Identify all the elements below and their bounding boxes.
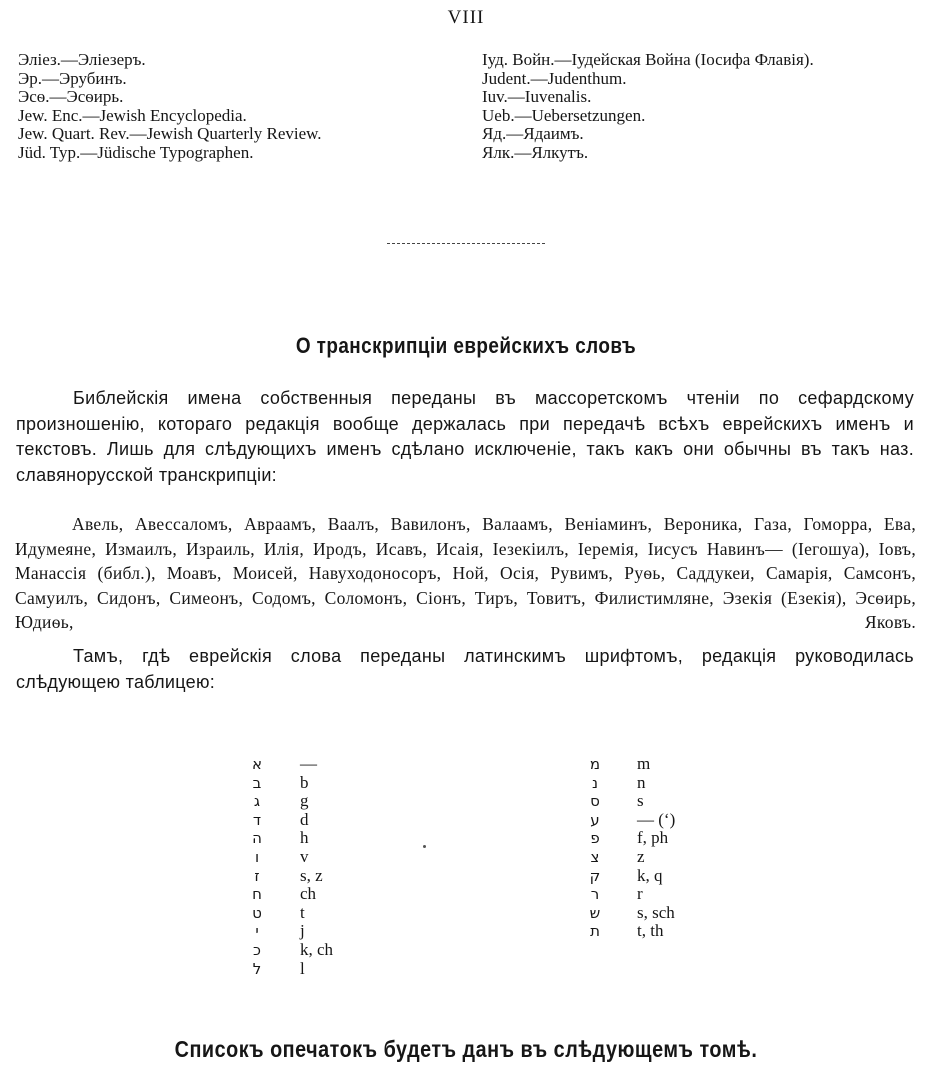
latin-transliteration: — xyxy=(300,754,317,773)
latin-transliteration: m xyxy=(637,754,651,773)
latin-transliteration: f, ph xyxy=(637,828,669,848)
hebrew-letter: ו xyxy=(254,848,260,866)
hebrew-letter: ג xyxy=(253,792,261,811)
latin-transliteration: s xyxy=(637,791,644,811)
page-number: VIII xyxy=(447,7,485,28)
abbreviation-entry: Яд.—Ядаимъ. xyxy=(482,124,584,144)
hebrew-letter: ש xyxy=(589,903,601,922)
abbreviation-entry: Judent.—Judenthum. xyxy=(482,68,627,88)
latin-transliteration: b xyxy=(300,772,309,792)
latin-transliteration: s, sch xyxy=(637,902,675,922)
abbreviation-entry: Iuv.—Iuvenalis. xyxy=(482,87,592,107)
abbreviation-entry: Ueb.—Uebersetzungen. xyxy=(482,105,646,125)
names-list-paragraph: Авель, Авессаломъ, Авраамъ, Ваалъ, Вавилонъ, Валаамъ, Веніаминъ, Вероника, Газа, Гоморра, Ева, Идумеяне, Измаилъ, Израиль, Илія, Иродъ, Исавъ, Исаія, Іезекіилъ, Іеремія, Іисусъ Навинъ— (Іегошуа), Іовъ, Манассія (библ.), Моавъ, Моисей, Навуходоносоръ, Ной, Осія, Рувимъ, Руѳь, Саддукеи, Самарія, Самсонъ, Самуилъ, Сидонъ, Симеонъ, Содомъ, Соломонъ, Сіонъ, Тиръ, Товитъ, Филистимляне, Эзекія (Езекія), Эсѳирь, Юдиѳь, Яковъ. xyxy=(15,514,916,632)
hebrew-letter: ק xyxy=(589,866,601,885)
hebrew-letter: ט xyxy=(252,903,262,922)
latin-transliteration: k, q xyxy=(637,865,663,885)
latin-transliteration: t xyxy=(300,902,305,922)
latin-transliteration: ch xyxy=(300,884,317,904)
table-intro-paragraph: Тамъ, гдѣ еврейскія слова переданы латинскимъ шрифтомъ, редакція руководилась слѣдующею таблицею: xyxy=(16,646,914,692)
hebrew-letter: י xyxy=(255,922,259,941)
latin-transliteration: l xyxy=(300,958,305,978)
abbreviation-entry: Эр.—Эрубинъ. xyxy=(18,68,127,88)
hebrew-letter: מ xyxy=(589,755,601,773)
intro-paragraph: Библейскія имена собственныя переданы въ массоретскомъ чтеніи по сефардскому произношенію, котораго редакція вообще держалась при передачѣ всѣхъ еврейскихъ именъ и текстовъ. Лишь для слѣдующихъ именъ сдѣлано исключеніе, такъ какъ они обычны въ такъ наз. славянорусской транскрипціи: xyxy=(16,388,914,485)
print-speck xyxy=(423,845,426,848)
abbreviation-entry: Эсѳ.—Эсѳирь. xyxy=(18,87,124,107)
hebrew-letter: כ xyxy=(253,941,261,959)
latin-transliteration: g xyxy=(300,791,309,811)
hebrew-letter: א xyxy=(251,755,263,773)
hebrew-letter: ל xyxy=(252,959,262,978)
hebrew-letter: ה xyxy=(252,829,262,848)
latin-transliteration: k, ch xyxy=(300,940,334,959)
latin-transliteration: r xyxy=(637,884,643,904)
hebrew-letter: צ xyxy=(590,848,600,866)
latin-transliteration: n xyxy=(637,772,646,792)
latin-transliteration: t, th xyxy=(637,921,664,941)
abbreviations-left-column xyxy=(18,51,322,163)
latin-transliteration: — (ʻ) xyxy=(637,809,676,829)
latin-transliteration: d xyxy=(300,809,309,829)
abbreviation-entry: Эліез.—Эліезеръ. xyxy=(18,50,146,69)
abbreviation-entry: Jew. Quart. Rev.—Jewish Quarterly Review. xyxy=(18,124,322,144)
hebrew-letter: פ xyxy=(590,829,600,848)
hebrew-letter: ז xyxy=(254,866,260,885)
latin-transliteration: v xyxy=(300,847,309,866)
latin-transliteration: j xyxy=(300,921,305,941)
hebrew-letter: ח xyxy=(252,885,262,904)
abbreviation-entry: Ялк.—Ялкутъ. xyxy=(482,142,589,162)
abbreviation-entry: Іуд. Войн.—Іудейская Война (Іосифа Флавія). xyxy=(482,50,814,69)
hebrew-letter: ת xyxy=(590,922,600,941)
hebrew-letter: ע xyxy=(590,810,600,829)
abbreviations-right-column xyxy=(482,51,814,163)
hebrew-letter: נ xyxy=(591,773,598,792)
section-divider xyxy=(387,243,545,244)
latin-transliteration: h xyxy=(300,828,309,848)
abbreviation-entry: Jüd. Typ.—Jüdische Typographen. xyxy=(18,142,254,162)
hebrew-letter: ב xyxy=(252,773,262,792)
hebrew-letter: ר xyxy=(590,885,600,904)
latin-transliteration: s, z xyxy=(300,865,323,885)
errata-note: Списокъ опечатокъ будетъ данъ въ слѣдующемъ томѣ. xyxy=(174,1036,758,1062)
section-title: О транскрипціи еврейскихъ словъ xyxy=(295,333,637,358)
hebrew-letter: ס xyxy=(590,792,600,811)
abbreviation-entry: Jew. Enc.—Jewish Encyclopedia. xyxy=(18,105,247,125)
latin-transliteration: z xyxy=(637,847,645,866)
hebrew-letter: ד xyxy=(252,810,262,829)
